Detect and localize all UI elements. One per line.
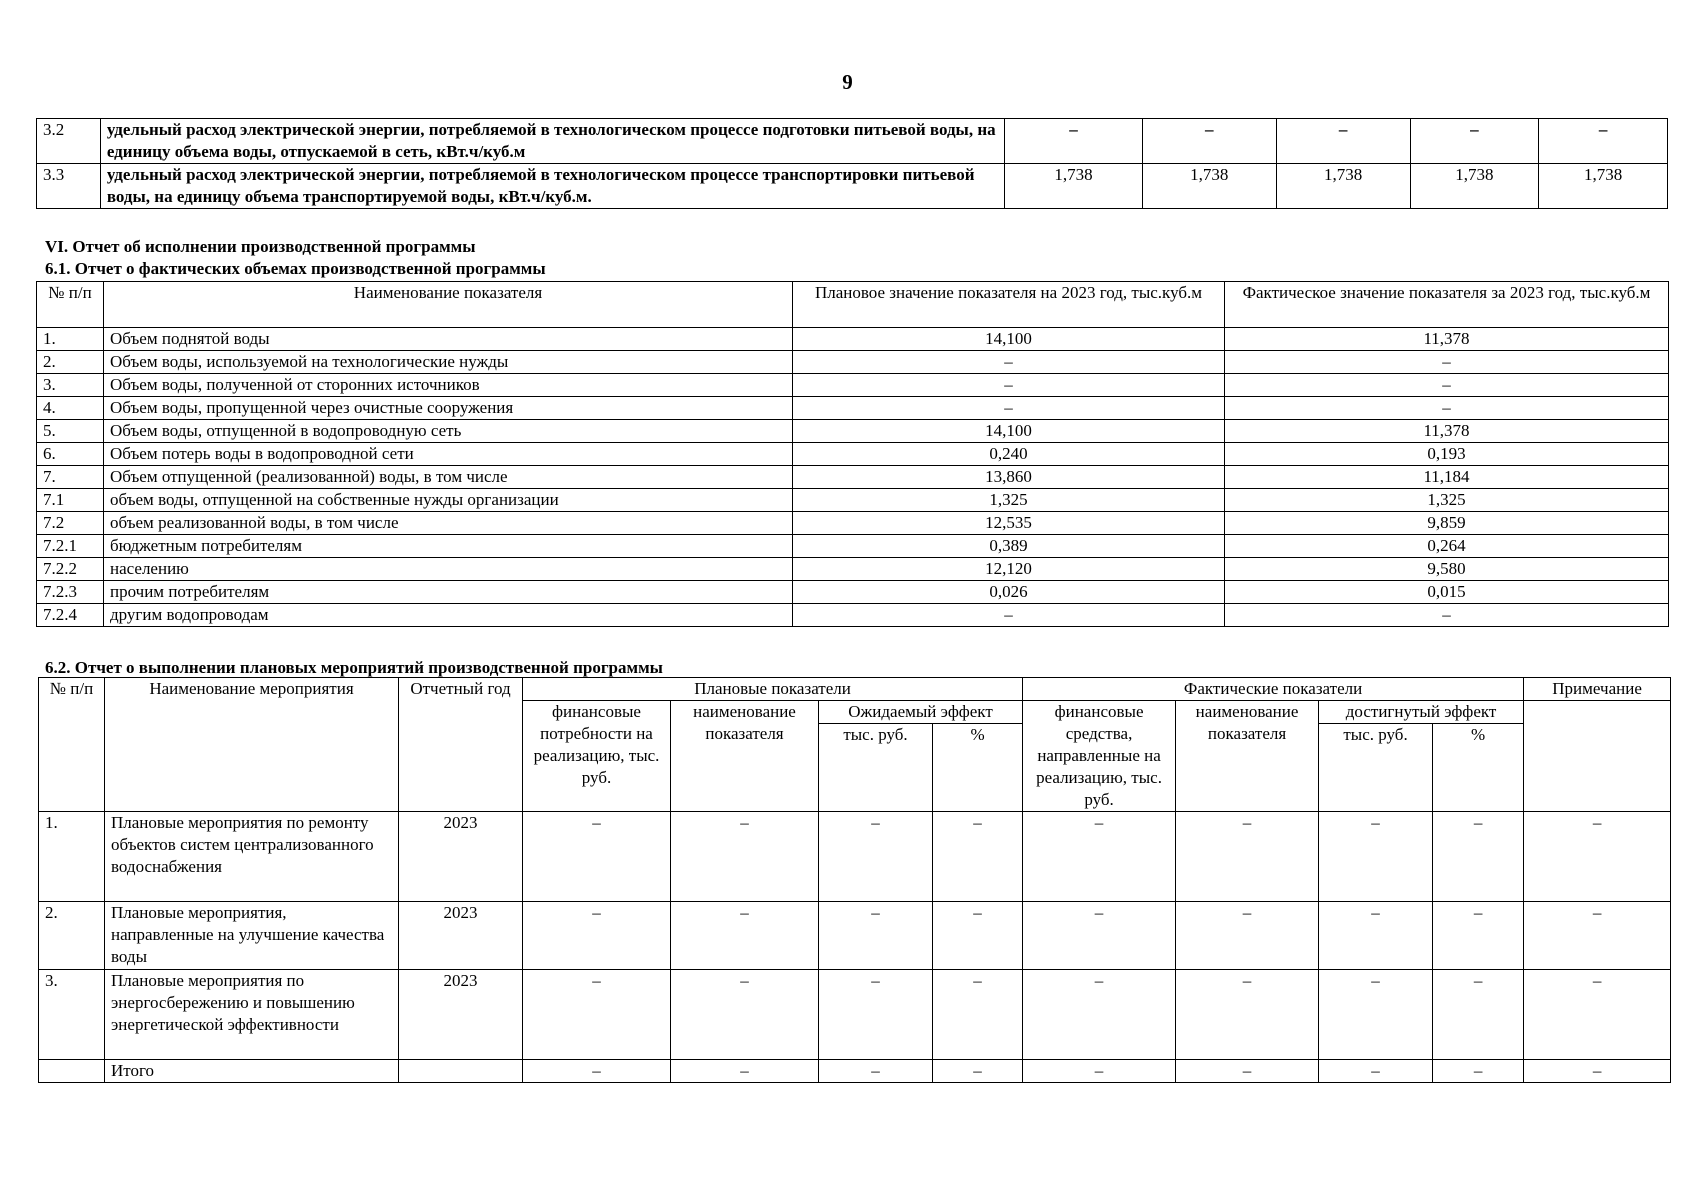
subsection-title-6-2: 6.2. Отчет о выполнении плановых мероприятий производственной программы: [45, 658, 663, 677]
table-row: [37, 397, 1669, 420]
header-year: Отчетный год: [399, 678, 523, 812]
value-cell: –: [1410, 119, 1539, 164]
value-cell: –: [1176, 812, 1319, 902]
value-cell: 1,738: [1005, 164, 1143, 209]
value-cell: 1,738: [1539, 164, 1668, 209]
plan-value: –: [793, 604, 1225, 627]
plan-value: 12,120: [793, 558, 1225, 581]
value-cell: –: [1023, 1060, 1176, 1083]
value-cell: –: [933, 970, 1023, 1060]
row-number: 7.: [37, 466, 104, 489]
header-fact-fin: финансовые средства, направленные на реализацию, тыс. руб.: [1023, 701, 1176, 812]
value-cell: –: [523, 902, 671, 970]
section-title: VI. Отчет об исполнении производственной программы: [45, 237, 476, 256]
table-header-row: [39, 678, 1671, 701]
header-plan-pct: %: [933, 724, 1023, 812]
value-cell: –: [1023, 970, 1176, 1060]
row-number: 2.: [37, 351, 104, 374]
value-cell: –: [1023, 812, 1176, 902]
value-cell: –: [1319, 970, 1433, 1060]
value-cell: –: [671, 812, 819, 902]
plan-value: 0,389: [793, 535, 1225, 558]
row-number: 2.: [39, 902, 105, 970]
header-note: Примечание: [1524, 678, 1671, 701]
value-cell: –: [1276, 119, 1410, 164]
header-plan-rub: тыс. руб.: [819, 724, 933, 812]
value-cell: –: [1319, 1060, 1433, 1083]
table-row: [37, 512, 1669, 535]
row-name: Итого: [105, 1060, 399, 1083]
row-name: населению: [104, 558, 793, 581]
value-cell: –: [1539, 119, 1668, 164]
row-name: удельный расход электрической энергии, потребляемой в технологическом процессе подготовки питьевой воды, на единицу объема воды, отпускаемой в сеть, кВт.ч/куб.м: [100, 119, 1004, 164]
page-number: 9: [842, 70, 853, 94]
fact-value: 0,193: [1225, 443, 1669, 466]
value-cell: –: [1524, 902, 1671, 970]
header-fact-pct: %: [1433, 724, 1524, 812]
value-cell: –: [933, 1060, 1023, 1083]
plan-value: 14,100: [793, 328, 1225, 351]
table-row: [37, 351, 1669, 374]
value-cell: –: [671, 902, 819, 970]
plan-value: –: [793, 374, 1225, 397]
row-number: 3.: [37, 374, 104, 397]
row-number: 4.: [37, 397, 104, 420]
plan-value: 14,100: [793, 420, 1225, 443]
value-cell: –: [1319, 902, 1433, 970]
header-fact-rub: тыс. руб.: [1319, 724, 1433, 812]
value-cell: –: [1142, 119, 1276, 164]
table-row: [37, 466, 1669, 489]
row-name: Объем воды, полученной от сторонних источников: [104, 374, 793, 397]
table-row: [37, 489, 1669, 512]
value-cell: –: [671, 1060, 819, 1083]
row-name: Плановые мероприятия по энергосбережению и повышению энергетической эффективности: [105, 970, 399, 1060]
row-year: 2023: [399, 812, 523, 902]
row-number: 7.1: [37, 489, 104, 512]
value-cell: –: [523, 812, 671, 902]
energy-consumption-table: [36, 118, 1668, 209]
header-fact-group: Фактические показатели: [1023, 678, 1524, 701]
value-cell: –: [671, 970, 819, 1060]
fact-value: 0,015: [1225, 581, 1669, 604]
row-number: 1.: [39, 812, 105, 902]
planned-measures-table: [38, 677, 1671, 1083]
row-name: Плановые мероприятия по ремонту объектов систем централизованного водоснабжения: [105, 812, 399, 902]
fact-value: –: [1225, 604, 1669, 627]
fact-value: 9,859: [1225, 512, 1669, 535]
row-number: 7.2: [37, 512, 104, 535]
header-num: № п/п: [39, 678, 105, 812]
row-name: бюджетным потребителям: [104, 535, 793, 558]
row-name: удельный расход электрической энергии, потребляемой в технологическом процессе транспортировки питьевой воды, на единицу объема транспортируемой воды, кВт.ч/куб.м.: [100, 164, 1004, 209]
row-number: 3.2: [37, 119, 101, 164]
row-name: Объем поднятой воды: [104, 328, 793, 351]
value-cell: –: [523, 970, 671, 1060]
plan-value: 0,240: [793, 443, 1225, 466]
value-cell: 1,738: [1142, 164, 1276, 209]
table-row: [39, 812, 1671, 902]
fact-value: –: [1225, 351, 1669, 374]
row-number: 3.3: [37, 164, 101, 209]
row-name: прочим потребителям: [104, 581, 793, 604]
value-cell: –: [1433, 902, 1524, 970]
table-row-total: [39, 1060, 1671, 1083]
fact-value: –: [1225, 397, 1669, 420]
header-plan-fin: финансовые потребности на реализацию, тыс. руб.: [523, 701, 671, 812]
table-row: [37, 535, 1669, 558]
row-name: Объем отпущенной (реализованной) воды, в том числе: [104, 466, 793, 489]
value-cell: –: [1319, 812, 1433, 902]
value-cell: –: [1433, 970, 1524, 1060]
table-row: [37, 164, 1668, 209]
value-cell: –: [1433, 812, 1524, 902]
subsection-title-6-1: 6.1. Отчет о фактических объемах производственной программы: [45, 259, 546, 278]
value-cell: –: [819, 970, 933, 1060]
value-cell: –: [819, 812, 933, 902]
row-number: 3.: [39, 970, 105, 1060]
fact-value: 9,580: [1225, 558, 1669, 581]
table-header-row: [37, 282, 1669, 328]
value-cell: –: [523, 1060, 671, 1083]
row-name: Плановые мероприятия, направленные на улучшение качества воды: [105, 902, 399, 970]
row-name: объем реализованной воды, в том числе: [104, 512, 793, 535]
row-name: Объем воды, используемой на технологические нужды: [104, 351, 793, 374]
plan-value: –: [793, 351, 1225, 374]
production-volumes-table: [36, 281, 1669, 627]
table-row: [39, 902, 1671, 970]
row-number: 7.2.1: [37, 535, 104, 558]
plan-value: 12,535: [793, 512, 1225, 535]
header-fact: Фактическое значение показателя за 2023 год, тыс.куб.м: [1225, 282, 1669, 328]
row-name: объем воды, отпущенной на собственные нужды организации: [104, 489, 793, 512]
row-name: другим водопроводам: [104, 604, 793, 627]
table-row: [37, 604, 1669, 627]
plan-value: 1,325: [793, 489, 1225, 512]
row-number: 7.2.3: [37, 581, 104, 604]
header-fact-indicator: наименование показателя: [1176, 701, 1319, 812]
value-cell: –: [933, 902, 1023, 970]
fact-value: 0,264: [1225, 535, 1669, 558]
row-year: [399, 1060, 523, 1083]
value-cell: –: [819, 902, 933, 970]
value-cell: –: [1023, 902, 1176, 970]
value-cell: –: [1176, 970, 1319, 1060]
value-cell: –: [1433, 1060, 1524, 1083]
row-name: Объем потерь воды в водопроводной сети: [104, 443, 793, 466]
table-row: [39, 970, 1671, 1060]
value-cell: –: [1524, 970, 1671, 1060]
row-number: 7.2.4: [37, 604, 104, 627]
table-row: [37, 328, 1669, 351]
row-name: Объем воды, пропущенной через очистные сооружения: [104, 397, 793, 420]
header-name: Наименование мероприятия: [105, 678, 399, 812]
plan-value: 0,026: [793, 581, 1225, 604]
row-number: 7.2.2: [37, 558, 104, 581]
header-plan: Плановое значение показателя на 2023 год, тыс.куб.м: [793, 282, 1225, 328]
row-name: Объем воды, отпущенной в водопроводную сеть: [104, 420, 793, 443]
value-cell: –: [933, 812, 1023, 902]
value-cell: –: [1524, 812, 1671, 902]
fact-value: –: [1225, 374, 1669, 397]
table-row: [37, 119, 1668, 164]
fact-value: 11,184: [1225, 466, 1669, 489]
row-year: 2023: [399, 970, 523, 1060]
row-year: 2023: [399, 902, 523, 970]
table-row: [37, 443, 1669, 466]
value-cell: 1,738: [1410, 164, 1539, 209]
header-plan-effect: Ожидаемый эффект: [819, 701, 1023, 724]
header-name: Наименование показателя: [104, 282, 793, 328]
table-row: [37, 374, 1669, 397]
fact-value: 1,325: [1225, 489, 1669, 512]
header-plan-group: Плановые показатели: [523, 678, 1023, 701]
header-plan-indicator: наименование показателя: [671, 701, 819, 812]
value-cell: –: [1176, 1060, 1319, 1083]
row-number: 6.: [37, 443, 104, 466]
value-cell: –: [1176, 902, 1319, 970]
plan-value: –: [793, 397, 1225, 420]
value-cell: –: [1524, 1060, 1671, 1083]
value-cell: –: [819, 1060, 933, 1083]
row-number: 1.: [37, 328, 104, 351]
header-num: № п/п: [37, 282, 104, 328]
table-row: [37, 558, 1669, 581]
fact-value: 11,378: [1225, 420, 1669, 443]
header-note-blank: [1524, 701, 1671, 812]
row-number: 5.: [37, 420, 104, 443]
table-row: [37, 420, 1669, 443]
table-row: [37, 581, 1669, 604]
value-cell: 1,738: [1276, 164, 1410, 209]
header-fact-effect: достигнутый эффект: [1319, 701, 1524, 724]
fact-value: 11,378: [1225, 328, 1669, 351]
value-cell: –: [1005, 119, 1143, 164]
plan-value: 13,860: [793, 466, 1225, 489]
row-number: [39, 1060, 105, 1083]
